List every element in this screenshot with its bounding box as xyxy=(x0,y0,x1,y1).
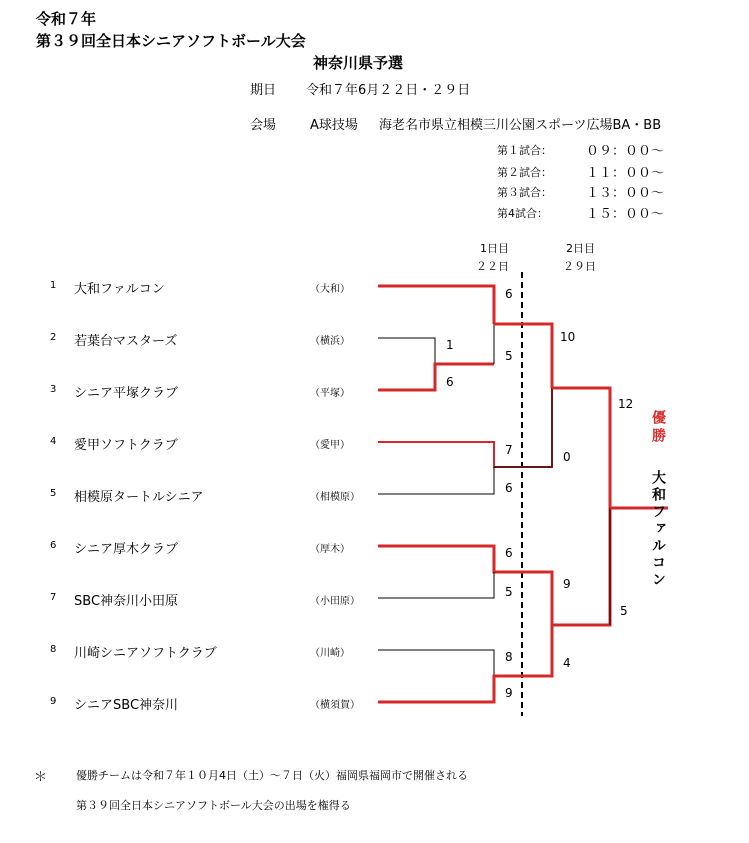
score-r2m1-bottom: 0 xyxy=(563,450,571,464)
score-r1m2-top: 7 xyxy=(505,443,513,457)
bracket-line-team4 xyxy=(378,388,552,467)
champion-name: 大和ファルコン xyxy=(650,470,666,589)
bracket-line-team2 xyxy=(378,338,435,364)
score-r2m2-top: 9 xyxy=(563,577,571,591)
team-name: 若葉台マスターズ xyxy=(74,334,178,349)
team-number: 9 xyxy=(50,696,57,707)
team-name: シニアSBC神奈川 xyxy=(74,698,179,713)
bracket-line-team7 xyxy=(378,572,494,598)
bracket-line-team8 xyxy=(378,650,494,676)
schedule-label-2: 第２試合： xyxy=(497,166,552,179)
score-r1m4-bottom: 9 xyxy=(505,686,513,700)
footer-mark: ＊ xyxy=(34,770,48,785)
schedule-time-4: １５：００～ xyxy=(586,207,665,222)
score-final-bottom: 5 xyxy=(620,604,628,618)
score-r1m3-bottom: 5 xyxy=(505,585,513,599)
day1-line2: ２２日 xyxy=(476,260,509,273)
period-label: 期日 xyxy=(250,83,277,98)
team-name: シニア厚木クラブ xyxy=(74,542,179,557)
team-area: （平塚） xyxy=(310,388,350,399)
team-area: （横須賀） xyxy=(310,700,360,711)
score-prelim-top: 1 xyxy=(446,338,454,352)
bracket-line-r2m2-out xyxy=(552,508,610,625)
schedule-label-1: 第１試合： xyxy=(497,144,552,157)
bracket-line-team9 xyxy=(378,625,552,702)
tournament-title: 第３９回全日本シニアソフトボール大会 xyxy=(36,32,306,50)
bracket-line-r2m1-out xyxy=(552,388,610,508)
bracket-line-team1 xyxy=(378,286,494,324)
team-number: 4 xyxy=(50,436,57,447)
team-number: 1 xyxy=(50,280,57,291)
score-r2m1-top: 10 xyxy=(560,330,576,344)
team-name: シニア平塚クラブ xyxy=(74,386,179,401)
team-number: 8 xyxy=(50,644,57,655)
team-number: 2 xyxy=(50,332,57,343)
team-area: （川崎） xyxy=(310,648,350,659)
schedule-time-2: １１：００～ xyxy=(586,166,665,181)
venue-label: 会場 xyxy=(250,118,277,133)
team-number: 3 xyxy=(50,384,57,395)
winner-label: 優勝 xyxy=(650,410,666,446)
venue-field: A球技場 xyxy=(310,118,358,133)
bracket-line-team6 xyxy=(378,546,552,625)
score-r1m4-top: 8 xyxy=(505,650,513,664)
score-r1m1-bottom: 5 xyxy=(505,349,513,363)
venue-value: 海老名市県立相模三川公園スポーツ広場BA・BB xyxy=(379,118,662,133)
schedule-label-3: 第３試合： xyxy=(497,186,552,199)
team-name: 相模原タートルシニア xyxy=(74,490,204,505)
year-heading: 令和７年 xyxy=(36,10,97,28)
team-number: 5 xyxy=(50,488,57,499)
schedule-time-3: １３：００～ xyxy=(586,186,665,201)
day2-line1: 2日目 xyxy=(566,242,595,255)
team-area: （小田原） xyxy=(310,596,360,607)
team-number: 6 xyxy=(50,540,57,551)
schedule-time-1: ０９：００～ xyxy=(586,144,665,159)
team-area: （横浜） xyxy=(310,336,350,347)
team-number: 7 xyxy=(50,592,57,603)
score-r1m3-top: 6 xyxy=(505,546,513,560)
score-prelim-bottom: 6 xyxy=(446,375,454,389)
day2-line2: ２９日 xyxy=(563,260,596,273)
team-name: SBC神奈川小田原 xyxy=(74,594,179,609)
team-area: （相模原） xyxy=(310,492,360,503)
schedule-label-4: 第4試合： xyxy=(497,207,548,220)
team-name: 川崎シニアソフトクラブ xyxy=(74,646,217,661)
period-value: 令和７年6月２２日・２９日 xyxy=(306,83,471,98)
bracket-line-team3 xyxy=(378,364,494,390)
day1-line1: 1日目 xyxy=(480,242,509,255)
footer-line2: 第３９回全日本シニアソフトボール大会の出場を権得る xyxy=(76,799,351,812)
tournament-subtitle: 神奈川県予選 xyxy=(313,54,404,72)
team-area: （大和） xyxy=(310,284,350,295)
score-r2m2-bottom: 4 xyxy=(563,656,571,670)
score-r1m1-top: 6 xyxy=(505,287,513,301)
team-name: 大和ファルコン xyxy=(74,282,165,297)
team-area: （厚木） xyxy=(310,544,350,555)
team-area: （愛甲） xyxy=(310,440,350,451)
bracket-line-team5 xyxy=(378,467,494,494)
score-final-top: 12 xyxy=(618,397,634,411)
footer-line1: 優勝チームは令和７年１０月4日（土）～７日（火）福岡県福岡市で開催される xyxy=(76,769,468,782)
score-r1m2-bottom: 6 xyxy=(505,481,513,495)
team-name: 愛甲ソフトクラブ xyxy=(74,438,178,453)
